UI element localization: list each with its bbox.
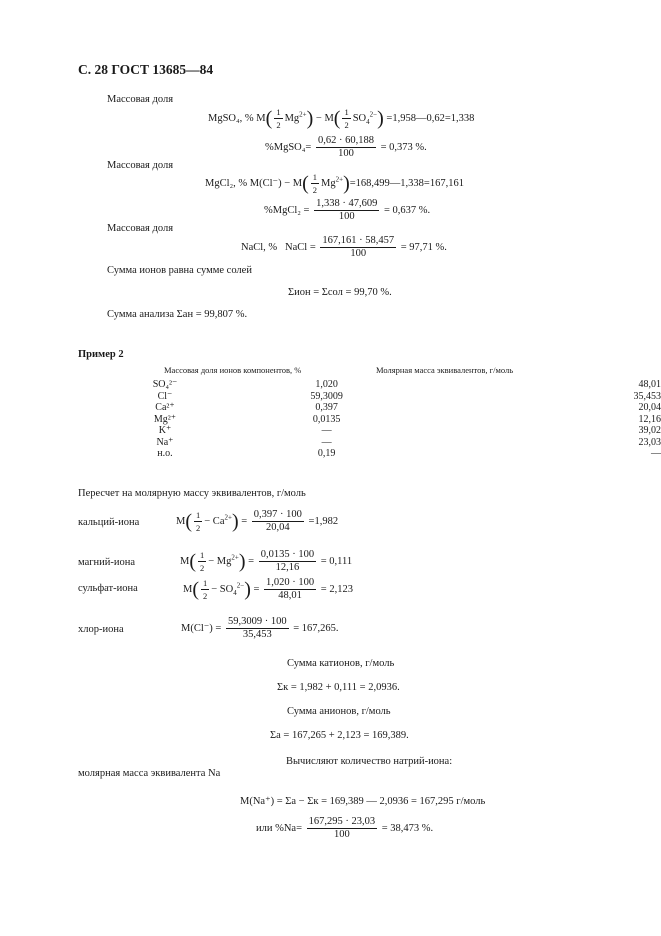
composition-cell-ion: Ca²⁺ (155, 402, 175, 413)
nacl-den: 100 (350, 248, 367, 259)
composition-cell-ion: Cl⁻ (157, 390, 173, 402)
composition-row (148, 448, 661, 460)
mgcl2-pct-result: = 0,637 %. (383, 204, 431, 216)
composition-row (148, 437, 661, 449)
composition-cell-molar: 23,03 (638, 436, 661, 448)
sulfate-num: 1,020 · 100 (266, 577, 315, 588)
composition-cell-ion: Na⁺ (156, 436, 174, 448)
chlorine-left: M(Cl⁻) = (181, 622, 222, 634)
sodium-molar-label: молярная масса эквивалента Na (78, 768, 221, 779)
chlorine-label: хлор-иона (78, 624, 124, 635)
sodium-pct-result: = 38,473 %. (381, 822, 434, 834)
nacl-num: 167,161 · 58,457 (322, 235, 395, 246)
mass-fraction-label-2: Массовая доля (107, 160, 174, 171)
mgcl2-pct-left: %MgCl₂ = (264, 204, 310, 216)
composition-cell-molar: 48,01 (638, 379, 661, 390)
composition-row (148, 402, 661, 414)
composition-row (148, 425, 661, 437)
mgcl2-name: MgCl₂, (205, 177, 236, 189)
chlorine-result: = 167,265. (293, 622, 339, 634)
composition-cell-molar: 35,453 (633, 390, 661, 402)
composition-cell-molar: 20,04 (638, 402, 661, 413)
composition-cell-mass: — (321, 425, 332, 436)
sodium-pct-left: или %Na= (256, 822, 303, 834)
sodium-pct-num: 167,295 · 23,03 (308, 816, 376, 827)
mgso4-percent (265, 135, 427, 160)
sodium-pct-den: 100 (334, 829, 350, 840)
chlorine-den: 35,453 (242, 629, 272, 640)
composition-cell-ion: SO₄²⁻ (152, 379, 178, 390)
page-header: С. 28 ГОСТ 13685—84 (78, 62, 214, 77)
mgcl2-expr-mid: % M(Cl⁻) − M (238, 177, 303, 189)
mgso4-expr-end: =1,958—0,62=1,338 (386, 112, 475, 124)
mgcl2-percent (264, 198, 430, 223)
mgso4-pct-den: 100 (338, 148, 354, 159)
sulfate-formula: M( $\frac{1}{2}$ − $SO_4^{2-}$) = $\frac{1,020 \cdot 100}{48,01}$ = 2,123 (183, 577, 353, 601)
composition-row (148, 414, 661, 426)
mgcl2-formula: MgCl₂, % M(Cl⁻) − M( $\frac{1}{2}$ $Mg^{2+})=168,499—1,338=167,161$ (205, 172, 464, 195)
sulfate-den: 48,01 (278, 590, 302, 601)
col-header-mass: Массовая доля ионов компонентов, % (164, 365, 302, 375)
sodium-calc-title: Вычисляют количество натрий-иона: (286, 756, 453, 767)
analysis-sum: Сумма анализа Σан = 99,807 %. (107, 309, 248, 320)
calcium-label: кальций-иона (78, 517, 140, 528)
composition-cell-mass: 59,3009 (310, 390, 343, 402)
cations-equation: Σк = 1,982 + 0,111 = 2,0936. (277, 682, 400, 693)
magnesium-result: = 0,111 (320, 555, 353, 567)
nacl-name: NaCl, % (241, 241, 278, 253)
magnesium-label: магний-иона (78, 557, 136, 568)
sum-ions-equation: Σион = Σсол = 99,70 %. (288, 287, 392, 298)
calcium-formula: M( $\frac{1}{2}$ − $Ca^{2+}$) = $\frac{0,397 \cdot 100}{20,04}$ =1,982 (176, 509, 339, 533)
composition-cell-molar: 39,02 (638, 425, 661, 436)
anions-equation: Σа = 167,265 + 2,123 = 169,389. (270, 730, 409, 741)
composition-cell-molar: 12,16 (638, 413, 661, 425)
composition-cell-ion: K⁺ (158, 425, 172, 436)
mgcl2-expr-end: =168,499—1,338=167,161 (349, 177, 464, 189)
composition-row (148, 379, 661, 391)
example2-title: Пример 2 (78, 349, 124, 360)
mgso4-pct-result: = 0,373 %. (380, 141, 427, 153)
composition-cell-mass: 0,19 (317, 448, 336, 459)
mgso4-formula: MgSO₄, % M( $\frac{1}{2}$ $Mg^{2+}) - M$( $\frac{1}{2}$ $SO_4^{2-}$) =1,958—0,62=1,338 (208, 107, 475, 130)
chlorine-num: 59,3009 · 100 (227, 616, 287, 627)
calcium-den: 20,04 (266, 522, 290, 533)
mgso4-pct-num: 0,62 · 60,188 (317, 135, 374, 146)
composition-cell-mass: 0,397 (315, 402, 338, 413)
composition-row (148, 391, 661, 403)
sum-ions-text: Сумма ионов равна сумме солей (107, 265, 252, 276)
sulfate-result: = 2,123 (320, 583, 353, 595)
anions-title: Сумма анионов, г/моль (287, 706, 391, 717)
chlorine-formula (181, 616, 339, 641)
recalc-title: Пересчет на молярную массу эквивалентов, г/моль (78, 488, 306, 499)
composition-cell-mass: 0,0135 (312, 413, 341, 425)
nacl-left: NaCl = (285, 241, 316, 253)
magnesium-formula: M( $\frac{1}{2}$ − $Mg^{2+}$) = $\frac{0,0135 \cdot 100}{12,16}$ = 0,111 (180, 549, 353, 573)
sodium-percent (256, 816, 433, 841)
magnesium-den: 12,16 (275, 562, 300, 573)
composition-cell-ion: Mg²⁺ (153, 413, 177, 425)
nacl-formula (241, 235, 447, 260)
composition-cell-molar: — (651, 448, 661, 459)
cations-title: Сумма катионов, г/моль (287, 658, 395, 669)
mgso4-name: MgSO₄, (208, 112, 243, 124)
sulfate-label: сульфат-иона (78, 583, 138, 594)
mass-fraction-label-1: Массовая доля (107, 94, 174, 105)
mass-fraction-label-3: Массовая доля (107, 223, 174, 234)
composition-table (148, 379, 661, 460)
composition-cell-ion: н.о. (157, 448, 173, 459)
composition-cell-mass: 1,020 (315, 379, 338, 390)
calcium-num: 0,397 · 100 (253, 509, 302, 520)
col-header-molar: Молярная масса эквивалентов, г/моль (376, 365, 514, 375)
magnesium-num: 0,0135 · 100 (260, 549, 315, 560)
composition-cell-mass: — (321, 436, 332, 448)
mgso4-pct-left: %MgSO₄= (265, 141, 312, 153)
calcium-result: =1,982 (308, 515, 339, 527)
nacl-result: = 97,71 %. (400, 241, 447, 253)
sodium-equation: M(Na⁺) = Σа − Σк = 169,389 — 2,0936 = 167,295 г/моль (240, 796, 486, 807)
mgcl2-pct-den: 100 (338, 211, 355, 222)
mgcl2-pct-num: 1,338 · 47,609 (316, 198, 378, 209)
